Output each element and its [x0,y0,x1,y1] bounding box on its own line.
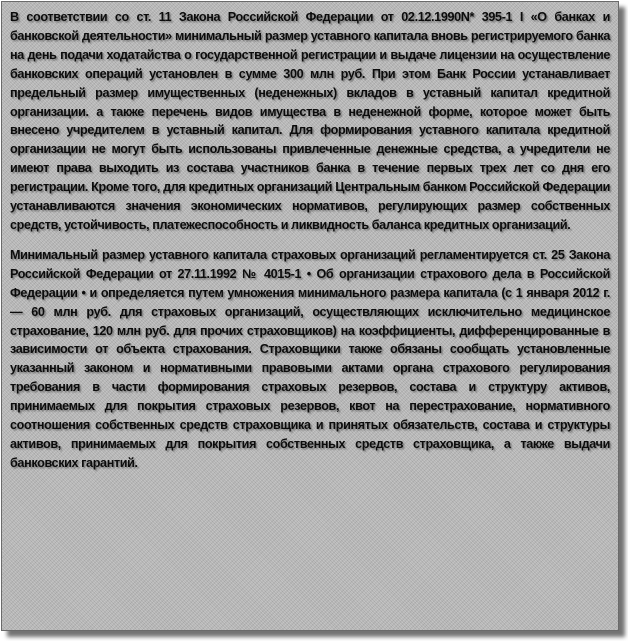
paragraph-bank-capital: В соответствии со ст. 11 Закона Российской Федерации от 02.12.1990N* 395-1 I «О банках и банковской деятельности» минимальный размер уставного капитала вновь регистрируемого банка на день подачи ходатайства о государственной регистрации и выдаче лицензии на осуществление банковских операций установлен в сумме 300 млн руб. При этом Банк России устанавливает предельный размер имущественных (неденежных) вкладов в уставный капитал кредитной организации. а также перечень видов имущества в неденежной форме, которое может быть внесено учредителем в уставный капитал. Для формирования уставного капитала кредитной организации не могут быть использованы привлеченные денежные средства, а учредители не имеют права выходить из состава участников банка в течение первых трех лет со дня его регистрации. Кроме того, для кредитных организаций Центральным банком Российской Федерации устанавливаются значения экономических нормативов, регулирующих размер собственных средств, устойчивость, платежеспособность и ликвидность баланса кредитных организаций. [10,10,610,232]
paragraph-insurance-capital: Минимальный размер уставного капитала страховых организаций регламентируется ст. 25 Закона Российской Федерации от 27.11.1992 № 4015-1 • Об организации страхового дела в Российской Федерации • и определяется путем умножения минимального размера капитала (с 1 января 2012 г. — 60 млн руб. для страховых организаций, осуществляющих исключительно медицинское страхование, 120 млн руб. для прочих страховщиков) на коэффициенты, дифференцированные в зависимости от объекта страхования. Страховщики также обязаны сообщать установленные указанный законом и нормативными правовыми актами органа страхового регулирования требования в части формирования страховых резервов, состава и структуру активов, принимаемых для покрытия страховых резервов, квот на перестрахование, нормативного соотношения собственных средств страховщика и принятых обязательств, состава и структуры активов, принимаемых для покрытия собственных средств страховщика, а также выдачи банковских гарантий. [10,247,610,470]
text-box [1,1,619,631]
